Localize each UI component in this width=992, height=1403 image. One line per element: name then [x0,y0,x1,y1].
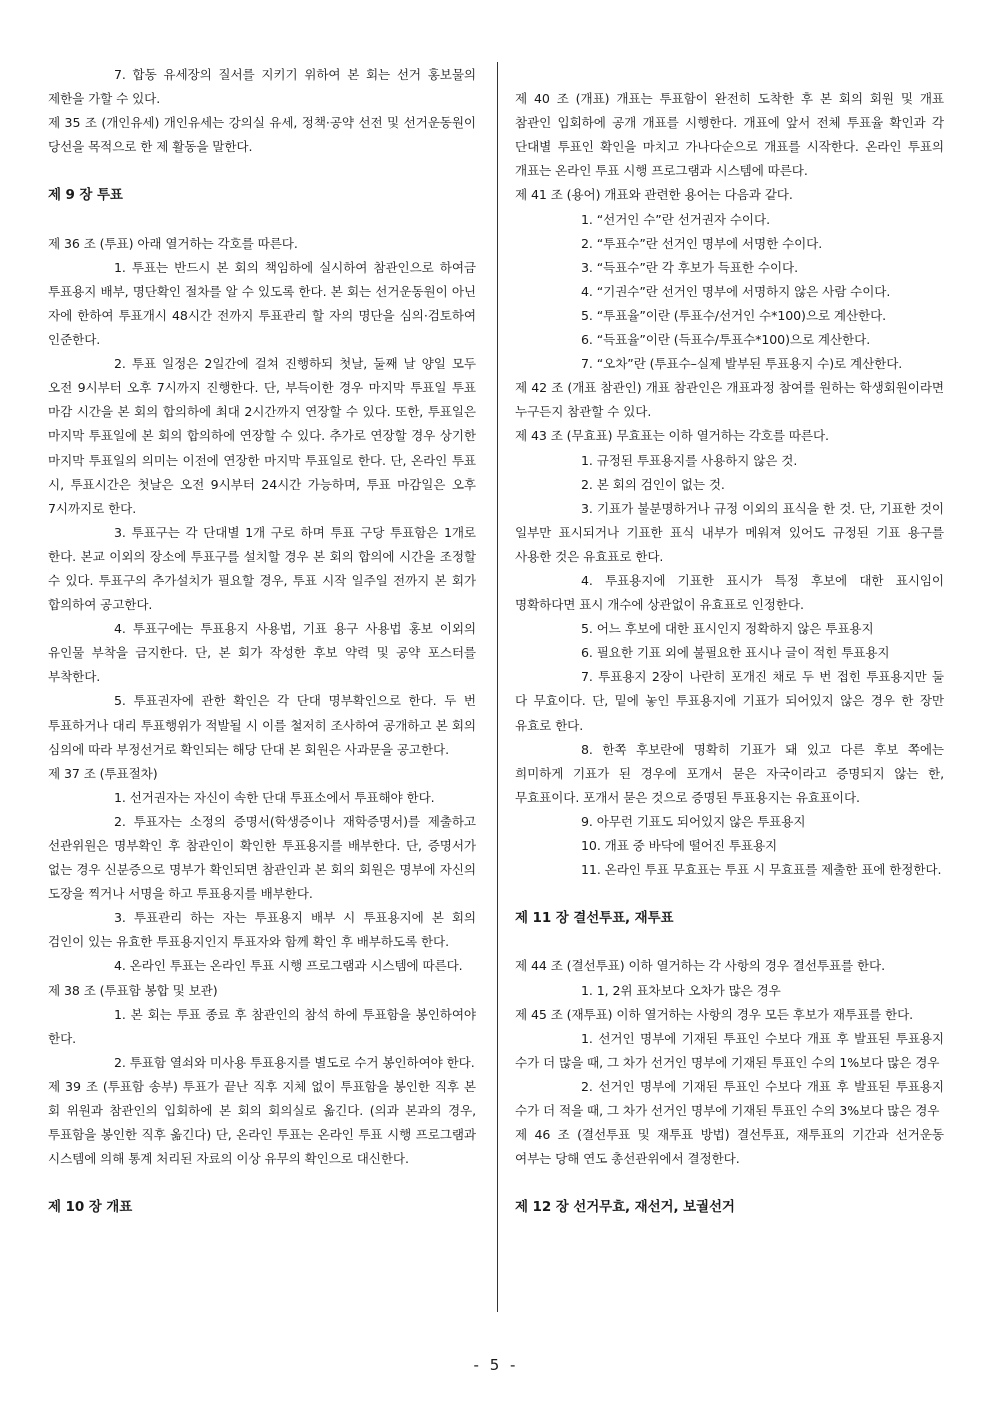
article-38-item-1: 1. 본 회는 투표 종료 후 참관인의 참석 하에 투표함을 봉인하여야 한다. [48,1006,476,1046]
article-41-item-6: 6. “득표율”이란 (득표수/투표수*100)으로 계산한다. [581,332,871,348]
article-37-item-1: 1. 선거권자는 자신이 속한 단대 투표소에서 투표해야 한다. [114,789,435,805]
article-43-item-9: 9. 아무런 기표도 되어있지 않은 투표용지 [581,813,806,829]
article-36-item-3: 3. 투표구는 각 단대별 1개 구로 하며 투표 구당 투표함은 1개로 한다. 본교 이외의 장소에 투표구를 설치할 경우 본 회의 합의에 시간을 조정할 수 있다. 투표구의 추가설치가 필요할 경우, 투표 시작 일주일 전까지 본 회가 합의하여 공고한다. [48,524,476,613]
chapter-12-heading: 제 12 장 선거무효, 재선거, 보궐선거 [515,1199,735,1216]
article-43-item-11: 11. 온라인 투표 무효표는 투표 시 무효표를 제출한 표에 한정한다. [581,862,942,878]
article-43-item-5: 5. 어느 후보에 대한 표시인지 정확하지 않은 투표용지 [581,621,874,637]
article-45-item-1: 1. 선거인 명부에 기재된 투표인 수보다 개표 후 발표된 투표용지 수가 더 많을 때, 그 차가 선거인 명부에 기재된 투표인 수의 1%보다 많은 경우 [515,1030,944,1070]
chapter-11-heading: 제 11 장 결선투표, 재투표 [515,910,674,927]
column-divider [497,62,498,1312]
article-44-item-1: 1. 1, 2위 표차보다 오차가 많은 경우 [581,982,781,998]
page-number: - 5 - [473,1356,519,1374]
article-41: 제 41 조 (용어) 개표와 관련한 용어는 다음과 같다. [515,187,793,203]
article-36: 제 36 조 (투표) 아래 열거하는 각호를 따른다. [48,235,298,251]
right-column [515,63,944,1220]
article-43-item-2: 2. 본 회의 검인이 없는 것. [581,476,725,492]
article-41-item-1: 1. “선거인 수”란 선거권자 수이다. [581,211,770,227]
article-43-item-6: 6. 필요한 기표 외에 불필요한 표시나 글이 적힌 투표용지 [581,645,890,661]
article-41-item-2: 2. “투표수”란 선거인 명부에 서명한 수이다. [581,235,823,251]
article-36-item-4: 4. 투표구에는 투표용지 사용법, 기표 용구 사용법 홍보 이외의 유인물 부착을 금지한다. 단, 본 회가 작성한 후보 약력 및 공약 포스터를 부착한다. [48,621,476,685]
article-45: 제 45 조 (재투표) 이하 열거하는 사항의 경우 모든 후보가 재투표를 한다. [515,1006,914,1022]
article-41-item-4: 4. “기권수”란 선거인 명부에 서명하지 않은 사람 수이다. [581,283,891,299]
article-43-item-3: 3. 기표가 불분명하거나 규정 이외의 표식을 한 것. 단, 기표한 것이 일부만 표시되거나 기표한 표식 내부가 메워져 있어도 규정된 기표 용구를 사용한 것은 유효표로 한다. [515,500,944,564]
article-41-item-5: 5. “투표율”이란 (투표수/선거인 수*100)으로 계산한다. [581,307,887,323]
article-36-item-2: 2. 투표 일정은 2일간에 걸쳐 진행하되 첫날, 둘째 날 양일 모두 오전 9시부터 오후 7시까지 진행한다. 단, 부득이한 경우 마지막 투표일 투표 마감 시간을 본 회의 합의하에 최대 2시간까지 연장할 수 있다. 또한, 투표일은 마지막 투표일에 본 회의 합의하에 연장할 수 있다. 추가로 연장할 경우 상기한 마지막 투표일의 의미는 이전에 연장한 마지막 투표일로 한다. 단, 온라인 투표 시, 투표시간은 첫날은 오전 9시부터 24시간 가능하며, 투표 마감일은 오후 7시까지로 한다. [48,356,476,516]
article-36-item-5: 5. 투표권자에 관한 확인은 각 단대 명부확인으로 한다. 두 번 투표하거나 대리 투표행위가 적발될 시 이를 철저히 조사하여 공개하고 본 회의 심의에 따라 부정선거로 확인되는 해당 단대 본 회원은 사과문을 공고한다. [48,693,476,757]
chapter-9-heading: 제 9 장 투표 [48,187,123,204]
chapter-10-heading: 제 10 장 개표 [48,1199,133,1216]
article-40: 제 40 조 (개표) 개표는 투표함이 완전히 도착한 후 본 회의 회원 및 개표 참관인 입회하에 공개 개표를 시행한다. 개표에 앞서 전체 투표율 확인과 각 단대별 투표인 확인을 마치고 가나다순으로 개표를 시작한다. 온라인 투표의 개표는 온라인 투표 시행 프로그램과 시스템에 따른다. [515,91,944,179]
article-37-item-4: 4. 온라인 투표는 온라인 투표 시행 프로그램과 시스템에 따른다. [114,958,463,974]
article-35: 제 35 조 (개인유세) 개인유세는 강의실 유세, 정책·공약 선전 및 선거운동원이 당선을 목적으로 한 제 활동을 말한다. [48,115,476,155]
article-43-item-10: 10. 개표 중 바닥에 떨어진 투표용지 [581,838,778,853]
article-37-item-2: 2. 투표자는 소정의 증명서(학생증이나 재학증명서)를 제출하고 선관위원은 명부확인 후 참관인이 확인한 투표용지를 배부한다. 단, 증명서가 없는 경우 신분증으로 명부가 확인되면 참관인과 본 회의 회원은 명부에 자신의 도장을 찍거나 서명을 하고 투표용지를 배부한다. [48,813,476,902]
article-39: 제 39 조 (투표함 송부) 투표가 끝난 직후 지체 없이 투표함을 봉인한 직후 본 회 위원과 참관인의 입회하에 본 회의 회의실로 옮긴다. (의과 본과의 경우, 투표함을 봉인한 직후 옮긴다) 단, 온라인 투표는 온라인 투표 시행 프로그램과 시스템에 의해 통계 처리된 자료의 이상 유무의 확인으로 대신한다. [48,1078,476,1167]
article-38: 제 38 조 (투표함 봉합 및 보관) [48,982,218,998]
article-42: 제 42 조 (개표 참관인) 개표 참관인은 개표과정 참여를 원하는 학생회원이라면 누구든지 참관할 수 있다. [515,380,944,420]
article-37: 제 37 조 (투표절차) [48,765,158,781]
article-43-item-8: 8. 한쪽 후보란에 명확히 기표가 돼 있고 다른 후보 쪽에는 희미하게 기표가 된 경우에 포개서 묻은 자국이라고 증명되지 않는 한, 무효표이다. 포개서 묻은 것으로 증명된 투표용지는 유효표이다. [515,741,944,805]
article-43-item-7: 7. 투표용지 2장이 나란히 포개진 채로 두 번 접힌 투표용지만 둘 다 무효이다. 단, 밑에 놓인 투표용지에 기표가 되어있지 않은 경우 한 장만 유효로 한다. [515,669,944,733]
article-38-item-2: 2. 투표함 열쇠와 미사용 투표용지를 별도로 수거 봉인하여야 한다. [114,1054,475,1070]
article-36-item-1: 1. 투표는 반드시 본 회의 책임하에 실시하여 참관인으로 하여금 투표용지 배부, 명단확인 절차를 알 수 있도록 한다. 본 회는 선거운동원이 아닌 자에 한하여 투표개시 48시간 전까지 투표관리 할 자의 명단을 심의·검토하여 인준한다. [48,259,476,348]
left-column [48,63,476,1220]
article-41-item-3: 3. “득표수”란 각 후보가 득표한 수이다. [581,259,799,275]
article-43-item-4: 4. 투표용지에 기표한 표시가 특정 후보에 대한 표시임이 명확하다면 표시 개수에 상관없이 유효표로 인정한다. [515,572,944,613]
article-37-item-3: 3. 투표관리 하는 자는 투표용지 배부 시 투표용지에 본 회의 검인이 있는 유효한 투표용지인지 투표자와 함께 확인 후 배부하도록 한다. [48,910,476,950]
article-46: 제 46 조 (결선투표 및 재투표 방법) 결선투표, 재투표의 기간과 선거운동 여부는 당해 연도 총선관위에서 결정한다. [515,1127,944,1167]
article-45-item-2: 2. 선거인 명부에 기재된 투표인 수보다 개표 후 발표된 투표용지 수가 더 적을 때, 그 차가 선거인 명부에 기재된 투표인 수의 3%보다 많은 경우 [515,1078,944,1119]
article-41-item-7: 7. “오차”란 (투표수–실제 발부된 투표용지 수)로 계산한다. [581,356,903,372]
article-44: 제 44 조 (결선투표) 이하 열거하는 각 사항의 경우 결선투표를 한다. [515,958,886,974]
article-43: 제 43 조 (무효표) 무효표는 이하 열거하는 각호를 따른다. [515,428,829,444]
clause-7-item: 7. 합동 유세장의 질서를 지키기 위하여 본 회는 선거 홍보물의 제한을 가할 수 있다. [48,67,476,107]
article-43-item-1: 1. 규정된 투표용지를 사용하지 않은 것. [581,452,798,468]
